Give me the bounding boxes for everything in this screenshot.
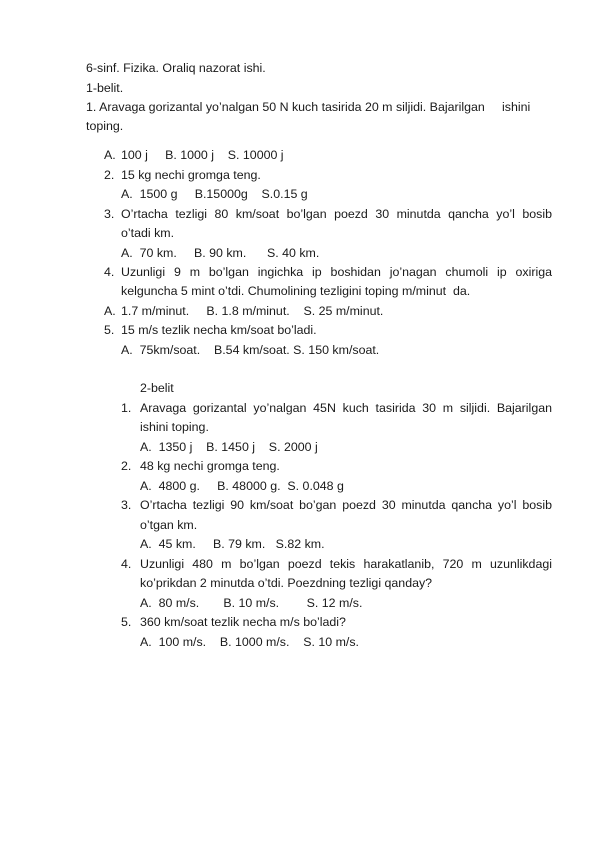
b1-q2-text: 15 kg nechi gromga teng. (121, 168, 261, 182)
b2-q3-text-cont: o’tgan km. (140, 518, 198, 532)
b1-q2-options: A. 1500 g B.15000g S.0.15 g (121, 187, 308, 201)
b1-q2-number: 2. (104, 168, 115, 182)
b1-q3-text-cont: o’tadi km. (121, 226, 175, 240)
b2-q1-text-cont: ishini toping. (140, 420, 209, 434)
b1-q3-text: O’rtacha tezligi 80 km/soat bo’lgan poezd 30 minutda qancha yo’l bosib (121, 207, 552, 221)
b2-q1-text: Aravaga gorizantal yo’nalgan 45N kuch tasirida 30 m siljidi. Bajarilgan (140, 401, 552, 415)
b2-q4-text: Uzunligi 480 m bo’lgan poezd tekis harakatlanib, 720 m uzunlikdagi (140, 557, 552, 571)
b2-q1-number: 1. (121, 401, 132, 415)
b2-q3-number: 3. (121, 498, 132, 512)
b2-q3-text: O’rtacha tezligi 90 km/soat bo’gan poezd 30 minutda qancha yo’l bosib (140, 498, 552, 512)
b1-q4-text: Uzunligi 9 m bo’lgan ingichka ip boshidan jo’nagan chumoli ip oxiriga (121, 265, 552, 279)
b1-q3-options: A. 70 km. B. 90 km. S. 40 km. (121, 246, 320, 260)
b1-q1-text: 1. Aravaga gorizantal yo’nalgan 50 N kuch tasirida 20 m siljidi. Bajarilgan ishini (86, 100, 531, 114)
b1-q5-options: A. 75km/soat. B.54 km/soat. S. 150 km/soat. (121, 343, 380, 357)
b2-q2-options: A. 4800 g. B. 48000 g. S. 0.048 g (140, 479, 344, 493)
b1-q4-option-marker: A. (104, 304, 116, 318)
ticket-2-heading: 2-belit (140, 381, 174, 395)
b1-q1-options: 100 j B. 1000 j S. 10000 j (121, 148, 284, 162)
b2-q2-text: 48 kg nechi gromga teng. (140, 459, 280, 473)
ticket-1-heading: 1-belit. (86, 81, 124, 95)
b2-q5-text: 360 km/soat tezlik necha m/s bo’ladi? (140, 615, 346, 629)
b1-q4-text-cont: kelguncha 5 mint o’tdi. Chumolining tezligini toping m/minut da. (121, 284, 471, 298)
b2-q5-options: A. 100 m/s. B. 1000 m/s. S. 10 m/s. (140, 635, 359, 649)
b2-q4-options: A. 80 m/s. B. 10 m/s. S. 12 m/s. (140, 596, 363, 610)
doc-title: 6-sinf. Fizika. Oraliq nazorat ishi. (86, 61, 266, 75)
b1-q5-number: 5. (104, 323, 115, 337)
b2-q3-options: A. 45 km. B. 79 km. S.82 km. (140, 537, 325, 551)
b1-q3-number: 3. (104, 207, 115, 221)
b1-q4-options: 1.7 m/minut. B. 1.8 m/minut. S. 25 m/minut. (121, 304, 384, 318)
b2-q5-number: 5. (121, 615, 132, 629)
b2-q1-options: A. 1350 j B. 1450 j S. 2000 j (140, 440, 318, 454)
b2-q4-text-cont: ko’prikdan 2 minutda o’tdi. Poezdning tezligi qanday? (140, 576, 433, 590)
b2-q2-number: 2. (121, 459, 132, 473)
b1-q4-number: 4. (104, 265, 115, 279)
b1-q1-text-cont: toping. (86, 119, 124, 133)
b2-q4-number: 4. (121, 557, 132, 571)
b1-q1-option-marker: A. (104, 148, 116, 162)
b1-q5-text: 15 m/s tezlik necha km/soat bo’ladi. (121, 323, 317, 337)
